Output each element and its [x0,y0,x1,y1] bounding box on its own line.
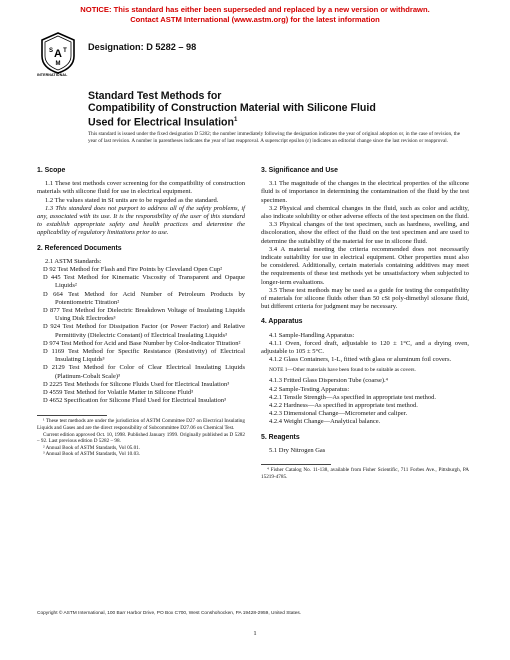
ref-d664: D 664 Test Method for Acid Number of Petroleum Products by Potentiometric Titration² [43,290,245,306]
sig-3-5: 3.5 These test methods may be used as a guide for testing the compatibility of materials for silicone fluids other than 50 cSt poly-dimethyl siloxane fluid, but different criteria for judgment may be necessary. [261,286,469,311]
title-line-3: Used for Electrical Insulation$^1$ [88,116,238,129]
footnote-edition: Current edition approved Oct. 10, 1998. Published January 1999. Originally published as D 5282 – 92. Last previous edition D 5282 – 98. [37,431,245,445]
footnote-1: ¹ These test methods are under the jurisdiction of ASTM Committee D27 on Electrical Insulating Liquids and Gases and are the direct responsibility of Subcommittee D27.06 on Chemical Test. [37,418,245,432]
scope-heading: 1. Scope [37,167,66,174]
footnote-rule [37,415,107,416]
scope-1-1: 1.1 These test methods cover screening for the compatibility of construction materials with silicone fluid for use in electrical equipment. [37,180,245,196]
footnote-rule-right [261,464,331,465]
app-4-2-3: 4.2.3 Dimensional Change—Micrometer and caliper. [269,410,408,418]
apparatus-heading: 4. Apparatus [261,318,303,326]
reagents-heading: 5. Reagents [261,433,300,441]
notice-line-1: NOTICE: This standard has either been superseded and replaced by a new version or withdrawn. [80,5,430,14]
ref-d4559: D 4559 Test Method for Volatile Matter in Silicone Fluid³ [43,389,194,397]
sig-3-1: 3.1 The magnitude of the changes in the electrical properties of the silicone fluid is of importance in determining the contamination of the fluid by the test specimen. [261,180,469,204]
document-title [88,90,468,129]
sig-3-2: 3.2 Physical and chemical changes in the fluid, such as color and acidity, also indicate solubility or other adverse effects of the test specimen on the fluid. [261,204,469,221]
astm-logo-icon [40,32,76,74]
withdrawal-notice [0,5,510,24]
app-4-1-2: 4.1.2 Glass Containers, 1-L, fitted with glass or aluminum foil covers. [269,356,452,364]
footnote-4: ⁴ Fisher Catalog No. 11-138, available from Fisher Scientific, 711 Forbes Ave., Pittsburgh, PA 15219-4785. [261,467,469,480]
svg-text:M: M [55,61,61,67]
app-4-1: 4.1 Sample-Handling Apparatus: [269,331,355,339]
ref-d445: D 445 Test Method for Kinematic Viscosity of Transparent and Opaque Liquids² [43,274,245,290]
title-line-2: Compatibility of Construction Material with Silicone Fluid [88,102,376,115]
copyright-line: Copyright © ASTM International, 100 Barr Harbor Drive, PO Box C700, West Conshohocken, PA 19428-2959, United States. [37,611,302,616]
issued-note: This standard is issued under the fixed designation D 5282; the number immediately following the designation indicates the year of original adoption or, in the case of revision, the year of last revision. A number in parentheses indicates the year of last reapproval. A superscript epsilon (ε) indicates an editorial change since the last revision or reapproval. [88,131,461,144]
svg-text:T: T [63,48,67,54]
footnote-2: ² Annual Book of ASTM Standards, Vol 05.01. [43,444,141,451]
title-line-1: Standard Test Methods for [88,90,222,102]
referenced-documents-heading: 2. Referenced Documents [37,244,122,252]
notice-line-2: Contact ASTM International (www.astm.org) for the latest information [130,14,380,24]
app-4-2-4: 4.2.4 Weight Change—Analytical balance. [269,418,381,426]
ref-d974: D 974 Test Method for Acid and Base Number by Color-Indicator Titration² [43,339,241,347]
logo-caption: INTERNATIONAL [37,73,68,77]
designation: Designation: D 5282 – 98 [88,42,197,52]
page-number: 1 [253,630,257,637]
app-4-1-3: 4.1.3 Fritted Glass Dispersion Tube (coarse).⁴ [269,377,388,385]
scope-1-3: 1.3 This standard does not purport to address all of the safety problems, if any, associated with its use. It is the responsibility of the user of this standard to establish appropriate safety and health practices and determine the applicability of regulatory limitations prior to use. [37,204,245,237]
left-column [37,167,245,458]
app-4-2-2: 4.2.2 Hardness—As specified in appropriate test method. [269,402,418,410]
ref-d1169: D 1169 Test Method for Specific Resistance (Resistivity) of Electrical Insulating Liquids³ [43,348,245,364]
reag-5-1: 5.1 Dry Nitrogen Gas [269,446,326,454]
ref-d877: D 877 Test Method for Dielectric Breakdown Voltage of Insulating Liquids Using Disk Electrodes³ [43,307,245,323]
right-column [261,167,469,480]
ref-d924: D 924 Test Method for Dissipation Factor (or Power Factor) and Relative Permittivity (Dielectric Constant) of Electrical Insulating Liquids³ [43,323,245,339]
title-footnote-mark: 1 [234,117,238,124]
footnote-3: ³ Annual Book of ASTM Standards, Vol 10.03. [43,451,141,458]
ref-d4652: D 4652 Specification for Silicone Fluid Used for Electrical Insulation³ [43,397,227,405]
app-4-2-1: 4.2.1 Tensile Strength—As specified in appropriate test method. [269,393,436,401]
sig-3-3: 3.3 Physical changes of the test specimen, such as hardness, swelling, and discoloration, show the effect of the fluid on the test specimen and are used to determine the suitability of the material for use in silicone fluid. [261,221,469,245]
significance-heading: 3. Significance and Use [261,167,338,174]
app-4-2: 4.2 Sample-Testing Apparatus: [269,385,350,393]
ref-d92: D 92 Test Method for Flash and Fire Points by Cleveland Open Cup² [43,266,223,274]
ref-d2225: D 2225 Test Methods for Silicone Fluids Used for Electrical Insulation³ [43,380,230,388]
app-4-1-1: 4.1.1 Oven, forced draft, adjustable to 120 ± 1°C, and a drying oven, adjustable to 105 ± 5°C. [261,339,469,356]
note-1: NOTE 1—Other materials have been found to be suitable as covers. [269,367,416,374]
ref-d2129: D 2129 Test Method for Color of Clear Electrical Insulating Liquids (Platinum-Cobalt Scale)³ [43,364,245,380]
sig-3-4: 3.4 A material meeting the criteria recommended does not necessarily indicate suitability for use in electrical equipment. Other properties must also be considered. Additionally, certain materials containing additives may meet the requirements of these test methods yet be unsatisfactory when subjected to longer-term evaluations. [261,245,469,286]
svg-text:S: S [48,48,54,54]
astm-standards-intro: 2.1 ASTM Standards: [45,257,102,265]
scope-1-2: 1.2 The values stated in SI units are to be regarded as the standard. [45,196,219,204]
svg-text:A: A [54,48,62,60]
